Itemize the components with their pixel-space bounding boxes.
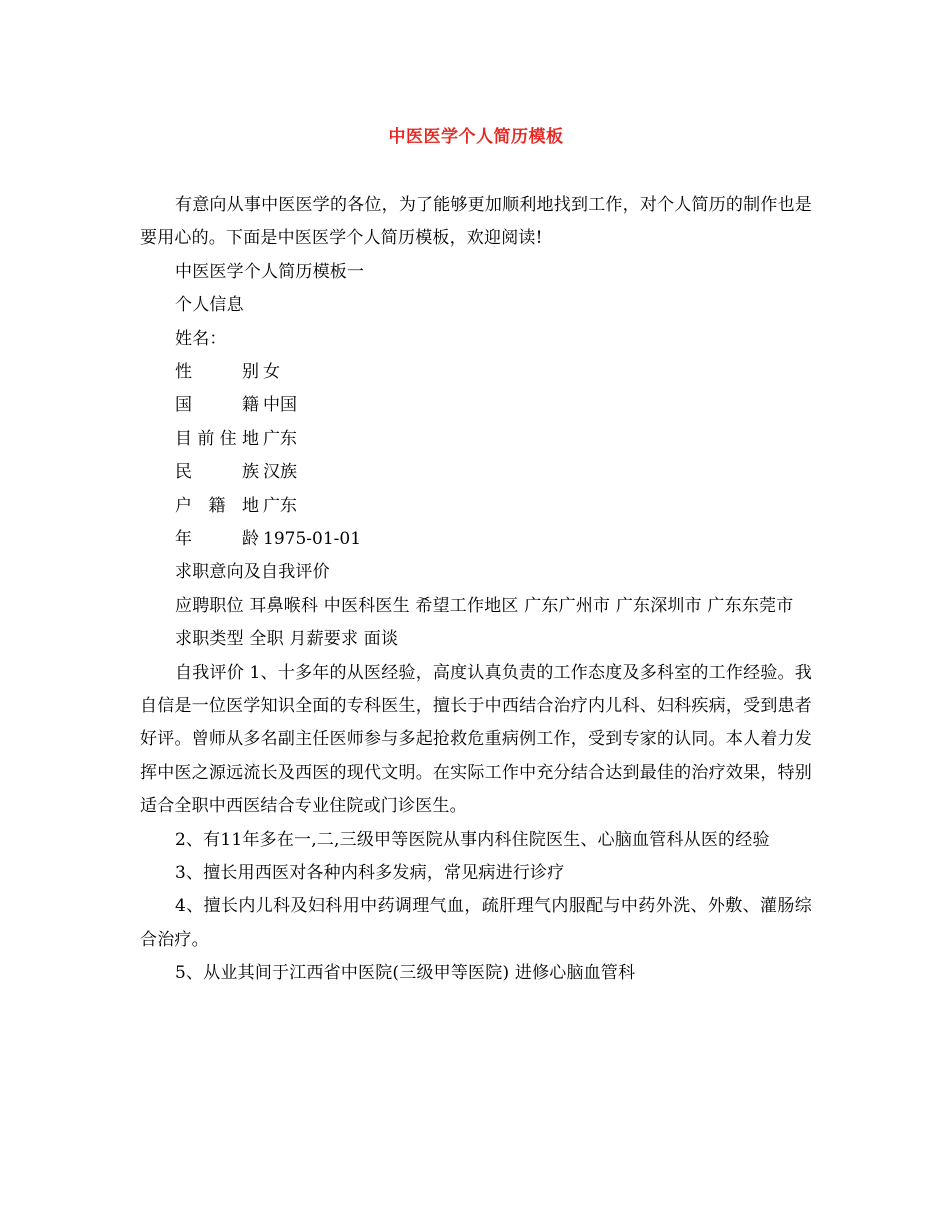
job-type-line: 求职类型 全职 月薪要求 面谈 [175, 629, 399, 650]
field-value: 1975-01-01 [263, 528, 362, 549]
self-evaluation: 自我评价 1、十多年的从医经验，高度认真负责的工作态度及多科室的工作经验。我自信是一位医学知识全面的专科医生，擅长于中西结合治疗内儿科、妇科疾病，受到患者好评。曾师从多名副主任医师参与多起抢救危重病例工作，受到专家的认同。本人着力发挥中医之源远流长及西医的现代文明。在实际工作中充分结合达到最佳的治疗效果，特别适合全职中西医结合专业住院或门诊医生。 [140, 662, 812, 817]
field-label: 性 别 [175, 362, 259, 383]
field-label: 目 前 住 地 [175, 428, 259, 449]
list-item: 2、有11年多在一,二,三级甲等医院从事内科住院医生、心脑血管科从医的经验 [175, 829, 770, 850]
field-value: 广东 [263, 495, 297, 516]
field-household-registration [140, 490, 812, 523]
field-label: 户 籍 地 [175, 495, 259, 516]
list-item: 3、擅长用西医对各种内科多发病，常见病进行诊疗 [175, 863, 565, 884]
list-item: 5、从业其间于江西省中医院(三级甲等医院) 进修心脑血管科 [175, 963, 636, 984]
document-title: 中医医学个人简历模板 [388, 127, 564, 147]
field-age [140, 523, 812, 556]
field-value: 中国 [263, 395, 297, 416]
intro-paragraph: 有意向从事中医医学的各位，为了能够更加顺利地找到工作，对个人简历的制作也是要用心的。下面是中医医学个人简历模板，欢迎阅读! [140, 195, 812, 249]
field-label: 年 龄 [175, 528, 259, 549]
field-value: 广东 [263, 428, 297, 449]
field-ethnicity [140, 456, 812, 489]
field-gender [140, 356, 812, 389]
field-value: 汉族 [263, 462, 297, 483]
field-label: 民 族 [175, 462, 259, 483]
document-body [140, 189, 812, 991]
list-item: 4、擅长内儿科及妇科用中药调理气血，疏肝理气内服配与中药外洗、外敷、灌肠综合治疗。 [140, 896, 812, 950]
position-line: 应聘职位 耳鼻喉科 中医科医生 希望工作地区 广东广州市 广东深圳市 广东东莞市 [175, 595, 794, 616]
field-current-residence [140, 423, 812, 456]
field-label: 国 籍 [175, 395, 259, 416]
template-heading: 中医医学个人简历模板一 [175, 261, 365, 282]
field-value: 女 [263, 362, 280, 383]
field-nationality [140, 389, 812, 422]
name-label: 姓名： [175, 328, 227, 349]
personal-info-heading: 个人信息 [175, 295, 244, 316]
job-heading: 求职意向及自我评价 [175, 562, 330, 583]
